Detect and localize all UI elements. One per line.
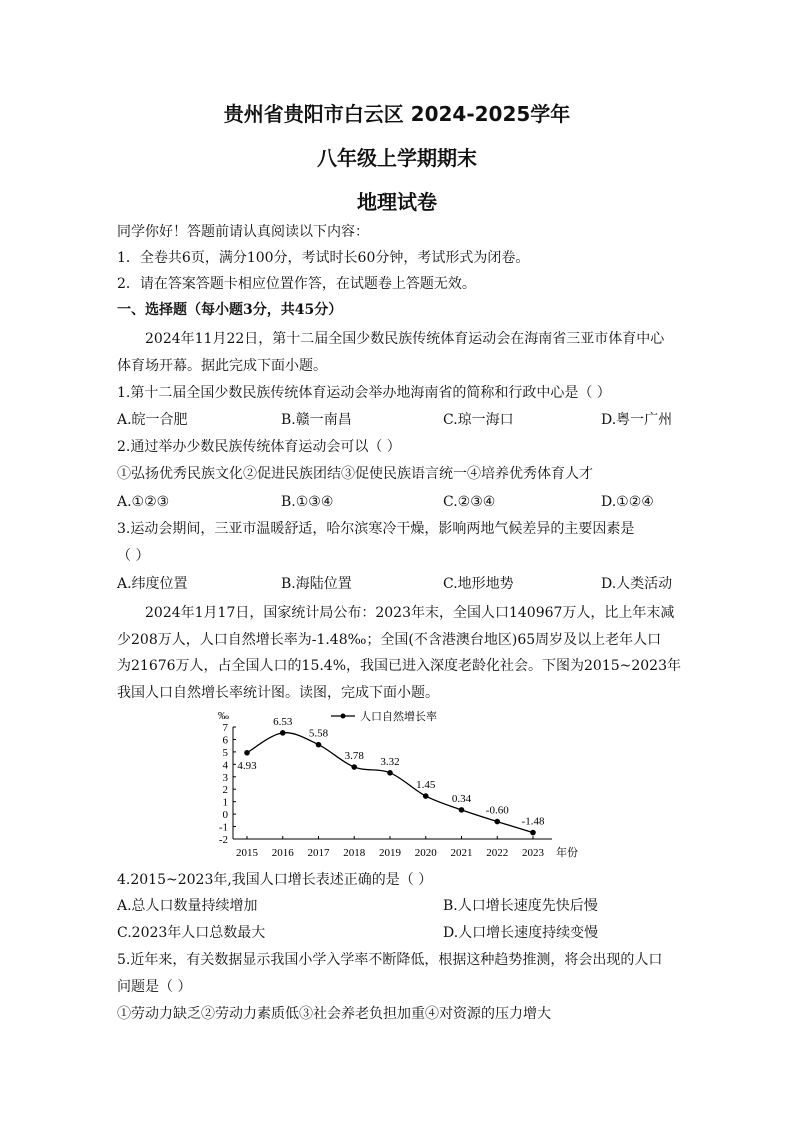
question-3-stem: 3.运动会期间，三亚市温暖舒适，哈尔滨寒冷干燥，影响两地气候差异的主要因素是 [117, 521, 635, 537]
x-tick-label: 2019 [379, 847, 401, 859]
question-4-option-a[interactable]: A.总人口数量持续增加 [117, 898, 258, 914]
y-tick-label: 7 [222, 722, 228, 734]
question-2-option-b[interactable]: B.①③④ [281, 494, 334, 510]
data-point [387, 770, 393, 776]
question-1-option-b[interactable]: B.赣一南昌 [281, 412, 352, 428]
data-point [423, 793, 429, 799]
x-tick-label: 2015 [236, 847, 258, 859]
data-label: 3.78 [344, 750, 364, 763]
question-4-stem: 4.2015~2023年,我国人口增长表述正确的是（ ） [117, 872, 433, 888]
question-2-option-d[interactable]: D.①②④ [601, 494, 654, 510]
population-growth-chart [200, 705, 600, 863]
x-tick-label: 2018 [343, 847, 366, 859]
data-point [351, 764, 357, 770]
y-tick-label: 5 [222, 746, 228, 759]
question-1-stem: 1.第十二届全国少数民族传统体育运动会举办地海南省的简称和行政中心是（ ） [117, 385, 611, 401]
data-label: 4.93 [237, 759, 257, 772]
x-tick-label: 2017 [307, 847, 330, 859]
data-label: 3.32 [380, 755, 400, 768]
instruction-item-2: 2．请在答案答题卡相应位置作答，在试题卷上答题无效。 [117, 276, 476, 292]
question-2-stem: 2.通过举办少数民族传统体育运动会可以（ ） [117, 439, 401, 455]
x-tick-label: 2016 [271, 847, 294, 859]
y-tick-label: -2 [218, 834, 228, 846]
question-3-option-a[interactable]: A.纬度位置 [117, 576, 188, 592]
data-label: 1.45 [416, 779, 436, 792]
y-tick-label: 1 [222, 796, 228, 809]
exam-subject: 地理试卷 [357, 190, 437, 214]
series-line [247, 733, 533, 833]
data-point [530, 830, 536, 836]
chart-legend [331, 709, 437, 723]
legend-label: 人口自然增长率 [360, 710, 437, 723]
section-heading: 一、选择题（每小题3分，共45分） [117, 302, 343, 318]
y-tick-label: 2 [222, 784, 228, 797]
passage-2-line-1: 2024年1月17日，国家统计局公布：2023年末，全国人口140967万人，比上年末减 [145, 605, 675, 621]
legend-marker [341, 714, 346, 719]
passage-2-line-4: 我国人口自然增长率统计图。读图，完成下面小题。 [117, 685, 439, 701]
data-point [459, 807, 465, 813]
passage-2-line-2: 少208万人，人口自然增长率为-1.48‰；全国(不含港澳台地区)65周岁及以上老年人口 [117, 632, 662, 648]
x-axis-title: 年份 [556, 847, 578, 859]
data-label: -0.60 [485, 804, 509, 817]
question-2-option-a[interactable]: A.①②③ [117, 494, 170, 510]
passage-1-line-1: 2024年11月22日，第十二届全国少数民族传统体育运动会在海南省三亚市体育中心 [145, 331, 665, 347]
question-4-option-b[interactable]: B.人口增长速度先快后慢 [443, 898, 598, 914]
y-tick-label: 0 [222, 809, 228, 822]
question-5-stem: 5.近年来，有关数据显示我国小学入学率不断降低，根据这种趋势推测，将会出现的人口 [117, 952, 663, 968]
question-5-stem-cont: 问题是（ ） [117, 979, 192, 995]
question-4-option-d[interactable]: D.人口增长速度持续变慢 [443, 925, 599, 941]
page-subtitle: 八年级上学期期末 [317, 146, 477, 170]
data-label: 0.34 [451, 792, 472, 805]
passage-1-line-2: 体育场开幕。据此完成下面小题。 [117, 358, 327, 374]
data-label: 6.53 [273, 715, 293, 728]
question-3-option-d[interactable]: D.人类活动 [601, 576, 673, 592]
question-1-option-c[interactable]: C.琼一海口 [443, 412, 514, 428]
question-1-option-d[interactable]: D.粤一广州 [601, 412, 673, 428]
question-2-statements: ①弘扬优秀民族文化②促进民族团结③促使民族语言统一④培养优秀体育人才 [117, 466, 593, 482]
y-tick-label: 6 [222, 734, 228, 747]
question-3-option-b[interactable]: B.海陆位置 [281, 576, 352, 592]
x-tick-label: 2020 [414, 847, 437, 859]
data-point [244, 750, 250, 756]
question-1-option-a[interactable]: A.皖一合肥 [117, 412, 188, 428]
data-label: 5.58 [308, 727, 329, 740]
passage-2-line-3: 为21676万人，占全国人口的15.4%，我国已进入深度老龄化社会。下图为2015~2023年 [117, 658, 681, 674]
data-label: -1.48 [521, 815, 545, 828]
data-point [494, 819, 500, 825]
instruction-item-1: 1．全卷共6页，满分100分，考试时长60分钟，考试形式为闭卷。 [117, 250, 530, 266]
question-5-statements: ①劳动力缺乏②劳动力素质低③社会养老负担加重④对资源的压力增大 [117, 1006, 551, 1022]
data-point [280, 730, 286, 736]
x-tick-label: 2021 [450, 847, 473, 859]
y-tick-label: -1 [218, 821, 228, 834]
question-3-stem-cont: （ ） [117, 548, 150, 564]
x-tick-label: 2022 [486, 847, 509, 859]
y-tick-label: 3 [222, 771, 228, 784]
question-3-option-c[interactable]: C.地形地势 [443, 576, 514, 592]
question-2-option-c[interactable]: C.②③④ [443, 494, 496, 510]
page-title: 贵州省贵阳市白云区 2024-2025学年 [223, 102, 571, 126]
question-4-option-c[interactable]: C.2023年人口总数最大 [117, 925, 266, 941]
chart-axes [233, 727, 552, 839]
y-unit-label: ‰ [218, 710, 229, 722]
y-tick-label: 4 [222, 759, 228, 772]
data-point [316, 742, 322, 748]
x-tick-label: 2023 [522, 847, 544, 859]
instructions-greeting: 同学你好！答题前请认真阅读以下内容： [117, 224, 369, 240]
